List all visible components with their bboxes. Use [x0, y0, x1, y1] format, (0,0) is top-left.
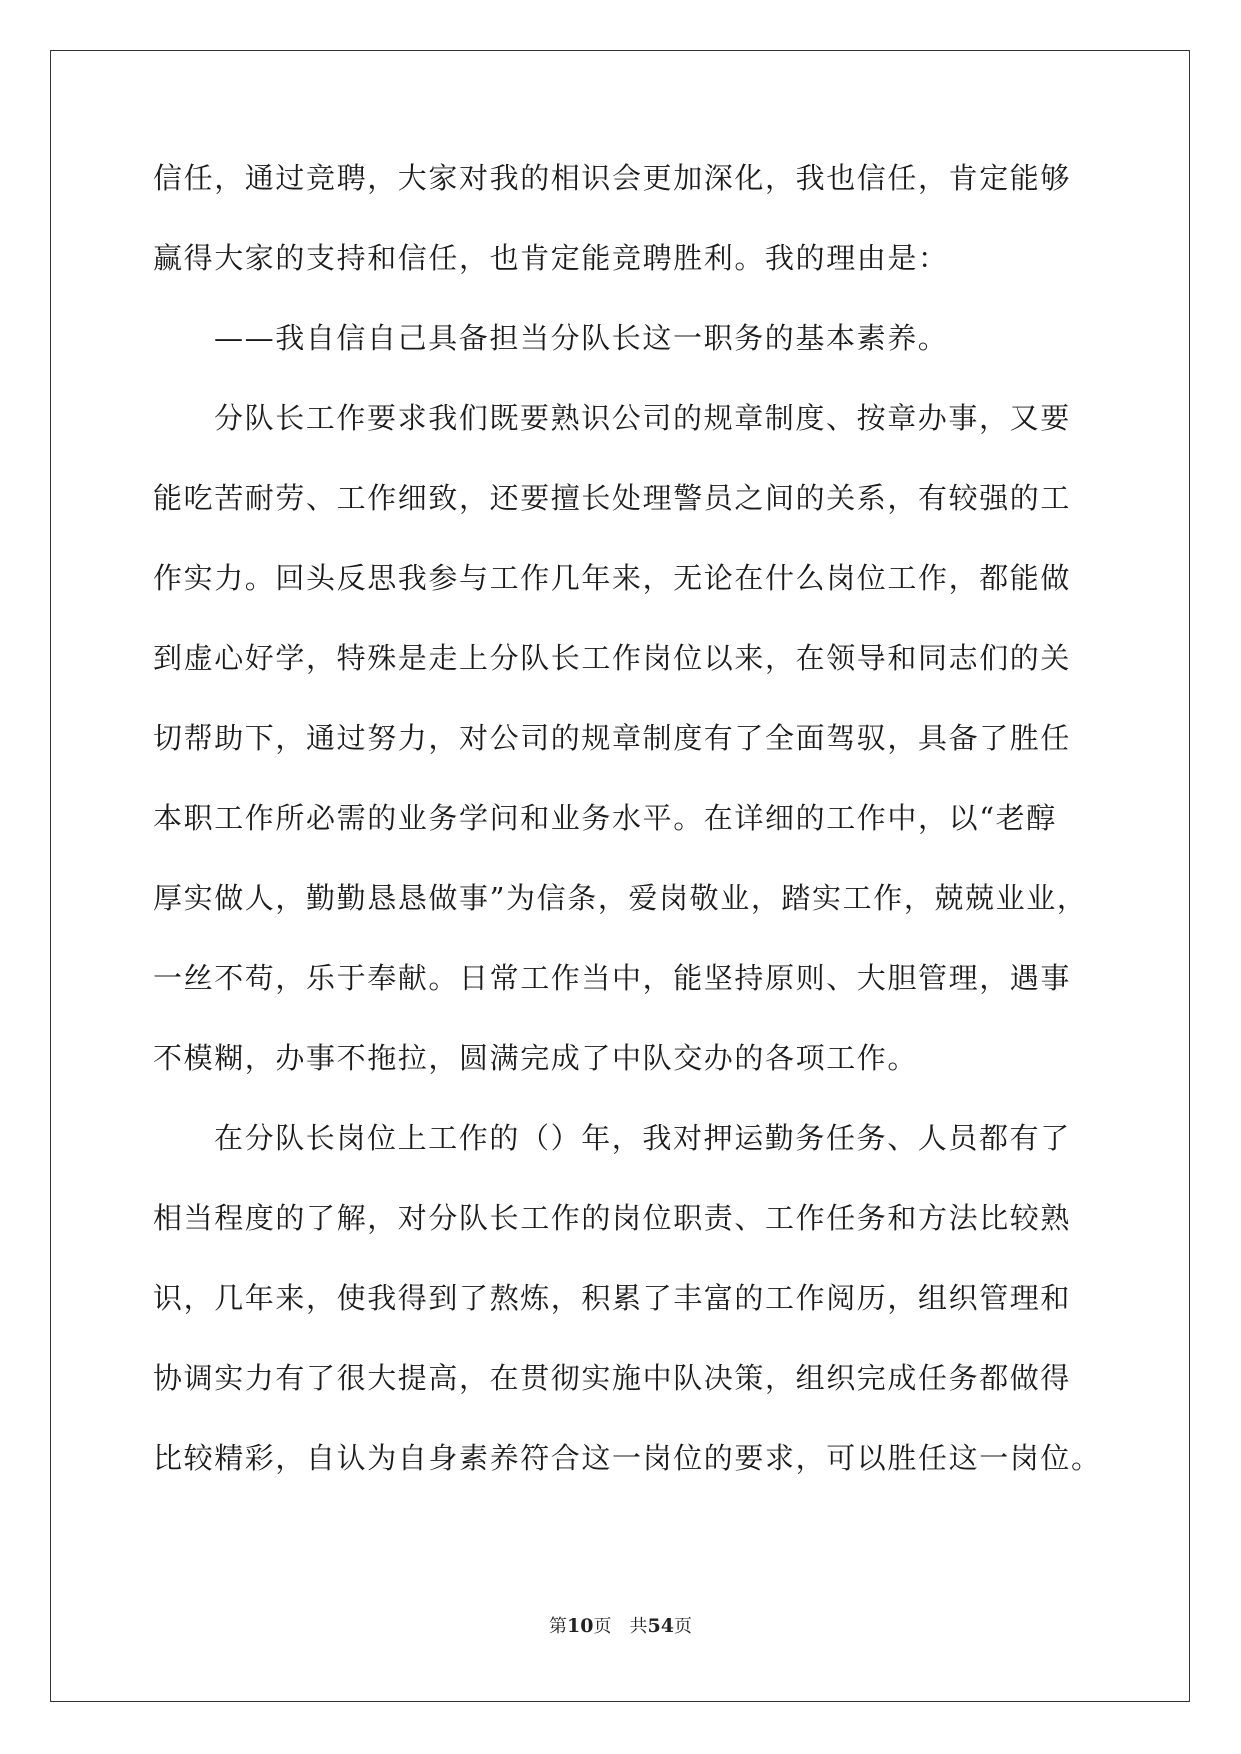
text-line: 相当程度的了解，对分队长工作的岗位职责、工作任务和方法比较熟	[153, 1201, 1072, 1235]
text-line: 识，几年来，使我得到了熬炼，积累了丰富的工作阅历，组织管理和	[153, 1281, 1072, 1315]
total-pages: 54	[647, 1615, 674, 1637]
text-line: 厚实做人，勤勤恳恳做事”为信条，爱岗敬业，踏实工作，兢兢业业，	[153, 881, 1088, 915]
text-line: 分队长工作要求我们既要熟识公司的规章制度、按章办事，又要	[214, 401, 1071, 435]
text-line: 不模糊，办事不拖拉，圆满完成了中队交办的各项工作。	[153, 1041, 919, 1075]
page-suffix: 页	[593, 1616, 612, 1637]
text-line: 作实力。回头反思我参与工作几年来，无论在什么岗位工作，都能做	[153, 561, 1072, 595]
total-prefix: 共	[629, 1616, 648, 1637]
text-line: 协调实力有了很大提高，在贯彻实施中队决策，组织完成任务都做得	[153, 1361, 1072, 1395]
text-line: 切帮助下，通过努力，对公司的规章制度有了全面驾驭，具备了胜任	[153, 721, 1072, 755]
page-number: 10	[567, 1615, 594, 1637]
text-line: 一丝不苟，乐于奉献。日常工作当中，能坚持原则、大胆管理，遇事	[153, 961, 1072, 995]
page-footer	[0, 1616, 1241, 1637]
document-body	[153, 161, 1102, 1522]
text-line: 信任，通过竞聘，大家对我的相识会更加深化，我也信任，肯定能够	[153, 161, 1072, 195]
text-line: 能吃苦耐劳、工作细致，还要擅长处理警员之间的关系，有较强的工	[153, 481, 1072, 515]
text-line: 比较精彩，自认为自身素养符合这一岗位的要求，可以胜任这一岗位。	[153, 1441, 1102, 1475]
total-suffix: 页	[673, 1616, 692, 1637]
text-line: 赢得大家的支持和信任，也肯定能竞聘胜利。我的理由是：	[153, 241, 949, 275]
text-line: 在分队长岗位上工作的（）年，我对押运勤务任务、人员都有了	[214, 1121, 1071, 1155]
text-line: ——我自信自己具备担当分队长这一职务的基本素养。	[214, 321, 949, 355]
text-line: 到虚心好学，特殊是走上分队长工作岗位以来，在领导和同志们的关	[153, 641, 1072, 675]
page-prefix: 第	[549, 1616, 568, 1637]
text-line: 本职工作所必需的业务学问和业务水平。在详细的工作中，以“老醇	[153, 801, 1057, 835]
